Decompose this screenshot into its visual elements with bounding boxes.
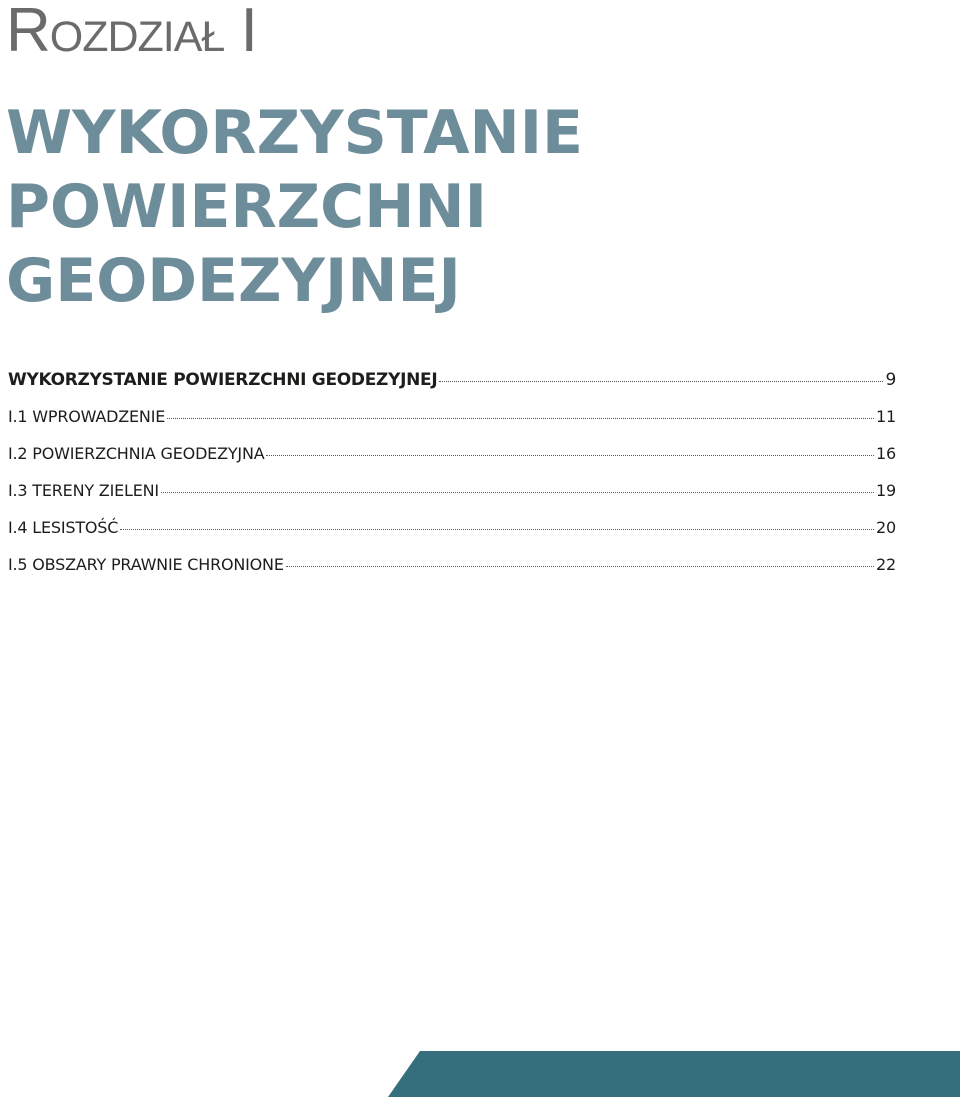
toc-dot-leader: [161, 492, 874, 493]
toc-dot-leader: [439, 381, 883, 382]
toc-entry-label: I.1 WPROWADZENIE: [8, 407, 166, 426]
toc-dot-leader: [266, 455, 874, 456]
chapter-title: [6, 96, 583, 318]
toc-entry-page: 16: [876, 444, 896, 463]
toc-entry-label: I.2 POWIERZCHNIA GEODEZYJNA: [8, 444, 265, 463]
chapter-title-line: GEODEZYJNEJ: [6, 246, 461, 316]
chapter-title-line: WYKORZYSTANIE: [6, 98, 584, 168]
table-of-contents: [8, 370, 896, 592]
toc-entry[interactable]: [8, 555, 896, 592]
toc-entry-label: WYKORZYSTANIE POWIERZCHNI GEODEZYJNEJ: [8, 370, 438, 390]
toc-entry[interactable]: [8, 444, 896, 481]
chapter-label: Rozdział I: [6, 0, 257, 65]
chapter-title-line: POWIERZCHNI: [6, 172, 487, 242]
toc-entry-label: I.4 LESISTOŚĆ: [8, 518, 119, 537]
corner-band-shape: [388, 1051, 960, 1097]
toc-dot-leader: [167, 418, 874, 419]
toc-dot-leader: [286, 566, 874, 567]
toc-entry-page: 11: [876, 407, 896, 426]
toc-entry-main[interactable]: [8, 370, 896, 407]
toc-entry[interactable]: [8, 407, 896, 444]
toc-entry-page: 19: [876, 481, 896, 500]
toc-entry[interactable]: [8, 518, 896, 555]
toc-entry-page: 20: [876, 518, 896, 537]
toc-entry-label: I.5 OBSZARY PRAWNIE CHRONIONE: [8, 555, 284, 574]
toc-entry-page: 9: [885, 370, 896, 390]
toc-entry-label: I.3 TERENY ZIELENI: [8, 481, 159, 500]
toc-entry-page: 22: [876, 555, 896, 574]
toc-dot-leader: [120, 529, 874, 530]
toc-entry[interactable]: [8, 481, 896, 518]
